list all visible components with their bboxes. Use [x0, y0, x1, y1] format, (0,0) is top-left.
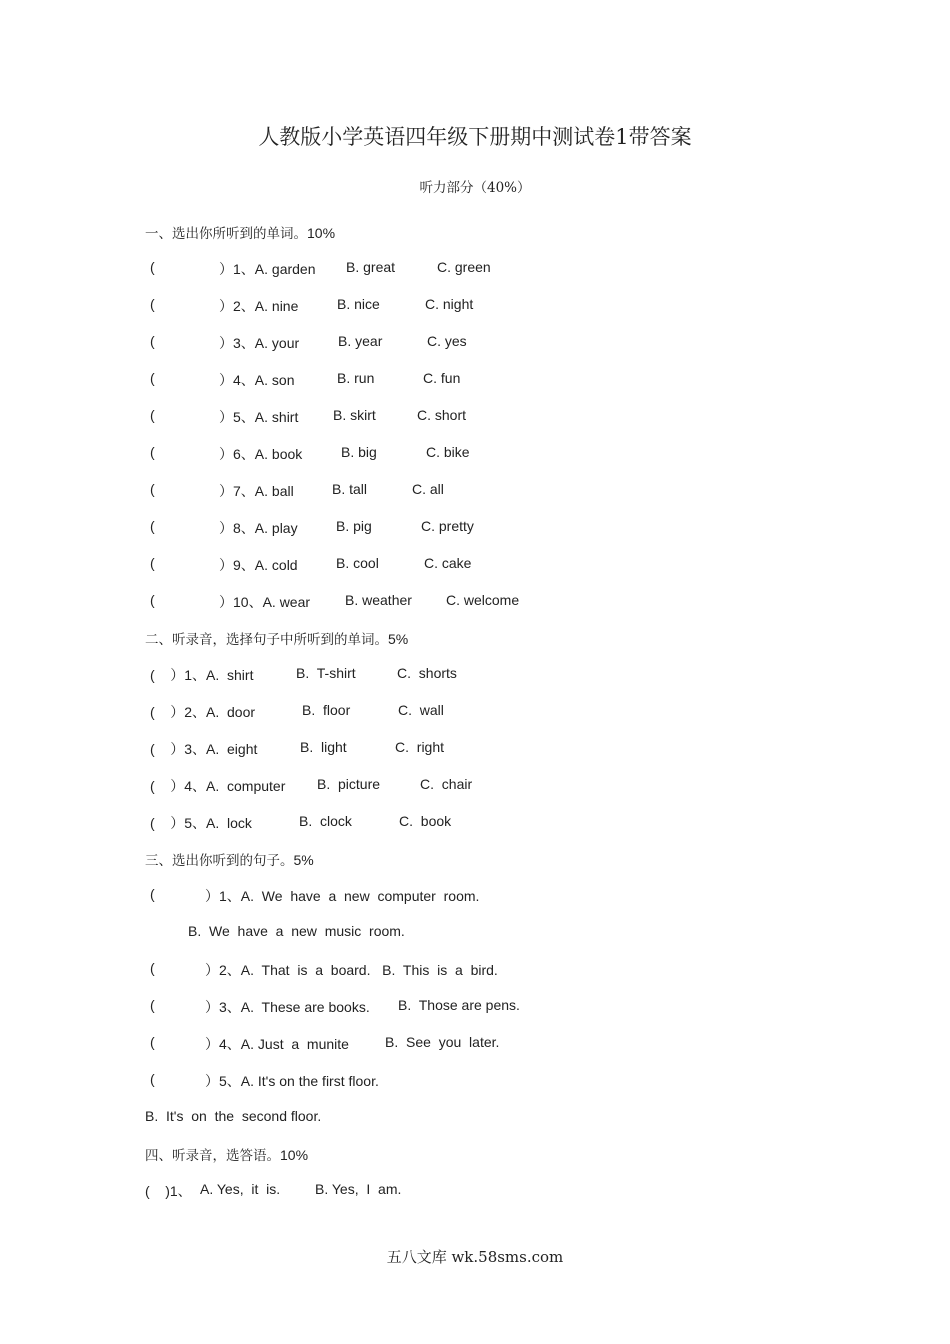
option-b: B. pig — [336, 518, 372, 534]
option-a: ( ）5、A. lock — [150, 815, 252, 831]
section1-question-10 — [0, 592, 950, 612]
option-a: ）7、A. ball — [219, 483, 294, 499]
option-a: ）4、A. son — [219, 372, 295, 388]
section1-question-3 — [0, 333, 950, 353]
section3-heading — [145, 849, 314, 869]
option-a: ( ）4、A. computer — [150, 778, 286, 794]
section4-question-1 — [0, 1181, 950, 1201]
option-c: C. shorts — [397, 665, 457, 681]
option-b: B. See you later. — [385, 1034, 500, 1050]
option-b: B. T-shirt — [296, 665, 356, 681]
option-c: C. chair — [420, 776, 473, 792]
option-a: ( ）3、A. eight — [150, 741, 258, 757]
section3-percent: 5% — [293, 852, 314, 868]
option-c: C. cake — [424, 555, 472, 571]
section3-question-1-option-b — [0, 923, 950, 943]
option-b: B. big — [341, 444, 377, 460]
section3-question-4 — [0, 1034, 950, 1054]
option-b: B. tall — [332, 481, 368, 497]
section4-heading — [145, 1144, 308, 1164]
footer-watermark: 五八文库 wk.58sms.com — [386, 1248, 564, 1266]
option-b: B. cool — [336, 555, 379, 571]
section1-question-6 — [0, 444, 950, 464]
option-a: ）8、A. play — [219, 520, 298, 536]
section4-percent: 10% — [280, 1147, 309, 1163]
option-b: B. skirt — [333, 407, 376, 423]
section2-question-5 — [0, 813, 950, 833]
option-a: ）4、A. Just a munite — [205, 1036, 349, 1052]
section3-question-5 — [0, 1071, 950, 1091]
option-c: C. book — [399, 813, 452, 829]
section1-question-8 — [0, 518, 950, 538]
option-c: C. pretty — [421, 518, 474, 534]
option-c: C. bike — [426, 444, 470, 460]
section2-question-3 — [0, 739, 950, 759]
option-c: C. yes — [427, 333, 467, 349]
option-a: ）3、A. your — [219, 335, 300, 351]
option-b: B. run — [337, 370, 375, 386]
answer-paren: ( — [150, 518, 155, 534]
option-a: A. Yes, it is. — [200, 1181, 281, 1197]
answer-paren: ( — [150, 259, 155, 275]
section4-heading-text: 四、听录音，选答语。 — [145, 1148, 280, 1164]
option-a: ）5、A. It's on the first floor. — [205, 1073, 379, 1089]
option-c: C. wall — [398, 702, 444, 718]
option-b: B. floor — [302, 702, 351, 718]
option-b: B. weather — [345, 592, 412, 608]
section3-question-1 — [0, 886, 950, 906]
answer-paren: ( — [150, 333, 155, 349]
section2-question-1 — [0, 665, 950, 685]
option-b: B. We have a new music room. — [188, 923, 405, 939]
option-a: ）5、A. shirt — [219, 409, 299, 425]
option-b: B. Those are pens. — [398, 997, 520, 1013]
answer-paren: ( — [150, 1071, 155, 1087]
question-text: ）2、A. That is a board. B. This is a bird. — [205, 962, 498, 978]
section3-question-5-option-b — [0, 1108, 950, 1128]
page-title: 人教版小学英语四年级下册期中测试卷1带答案 — [258, 125, 692, 149]
section1-question-2 — [0, 296, 950, 316]
option-c: C. all — [412, 481, 444, 497]
answer-paren: ( — [150, 592, 155, 608]
section2-heading-text: 二、听录音，选择句子中所听到的单词。 — [145, 632, 388, 648]
option-c: C. night — [425, 296, 474, 312]
option-c: C. right — [395, 739, 445, 755]
option-c: C. fun — [423, 370, 461, 386]
option-c: C. welcome — [446, 592, 520, 608]
option-b: B. Yes, I am. — [315, 1181, 402, 1197]
question-text: ）1、A. We have a new computer room. — [205, 888, 480, 904]
option-c: C. green — [437, 259, 491, 275]
section1-question-4 — [0, 370, 950, 390]
option-a: ）10、A. wear — [219, 594, 311, 610]
section1-question-7 — [0, 481, 950, 501]
option-a: ）9、A. cold — [219, 557, 298, 573]
answer-paren: ( — [150, 296, 155, 312]
option-a: ）1、A. garden — [219, 261, 316, 277]
section1-question-1 — [0, 259, 950, 279]
option-a: ）3、A. These are books. — [205, 999, 370, 1015]
option-a: ）6、A. book — [219, 446, 303, 462]
answer-paren: ( — [150, 997, 155, 1013]
section1-heading-text: 一、选出你所听到的单词。 — [145, 226, 307, 242]
option-b: B. light — [300, 739, 347, 755]
section1-question-5 — [0, 407, 950, 427]
option-c: C. short — [417, 407, 467, 423]
answer-paren: ( — [150, 886, 155, 902]
section2-heading — [145, 628, 408, 648]
option-b: B. nice — [337, 296, 380, 312]
section3-heading-text: 三、选出你听到的句子。 — [145, 853, 294, 869]
listening-subtitle: 听力部分（40%） — [419, 180, 531, 196]
option-b: B. It's on the second floor. — [145, 1108, 322, 1124]
option-a: ( ）1、A. shirt — [150, 667, 254, 683]
answer-paren: ( — [150, 555, 155, 571]
section3-question-3 — [0, 997, 950, 1017]
option-a: ）2、A. nine — [219, 298, 299, 314]
answer-paren: ( — [150, 370, 155, 386]
section2-percent: 5% — [388, 631, 409, 647]
answer-paren: ( — [150, 407, 155, 423]
option-b: B. great — [346, 259, 396, 275]
option-b: B. picture — [317, 776, 381, 792]
option-b: B. year — [338, 333, 383, 349]
answer-paren: ( — [150, 481, 155, 497]
answer-paren: ( — [150, 444, 155, 460]
section3-question-2 — [0, 960, 950, 980]
answer-paren: ( )1、 — [145, 1183, 192, 1199]
answer-paren: ( — [150, 960, 155, 976]
option-a: ( ）2、A. door — [150, 704, 256, 720]
answer-paren: ( — [150, 1034, 155, 1050]
option-b: B. clock — [299, 813, 352, 829]
section1-percent: 10% — [307, 225, 336, 241]
section1-question-9 — [0, 555, 950, 575]
section2-question-4 — [0, 776, 950, 796]
section1-heading — [145, 222, 335, 242]
section2-question-2 — [0, 702, 950, 722]
